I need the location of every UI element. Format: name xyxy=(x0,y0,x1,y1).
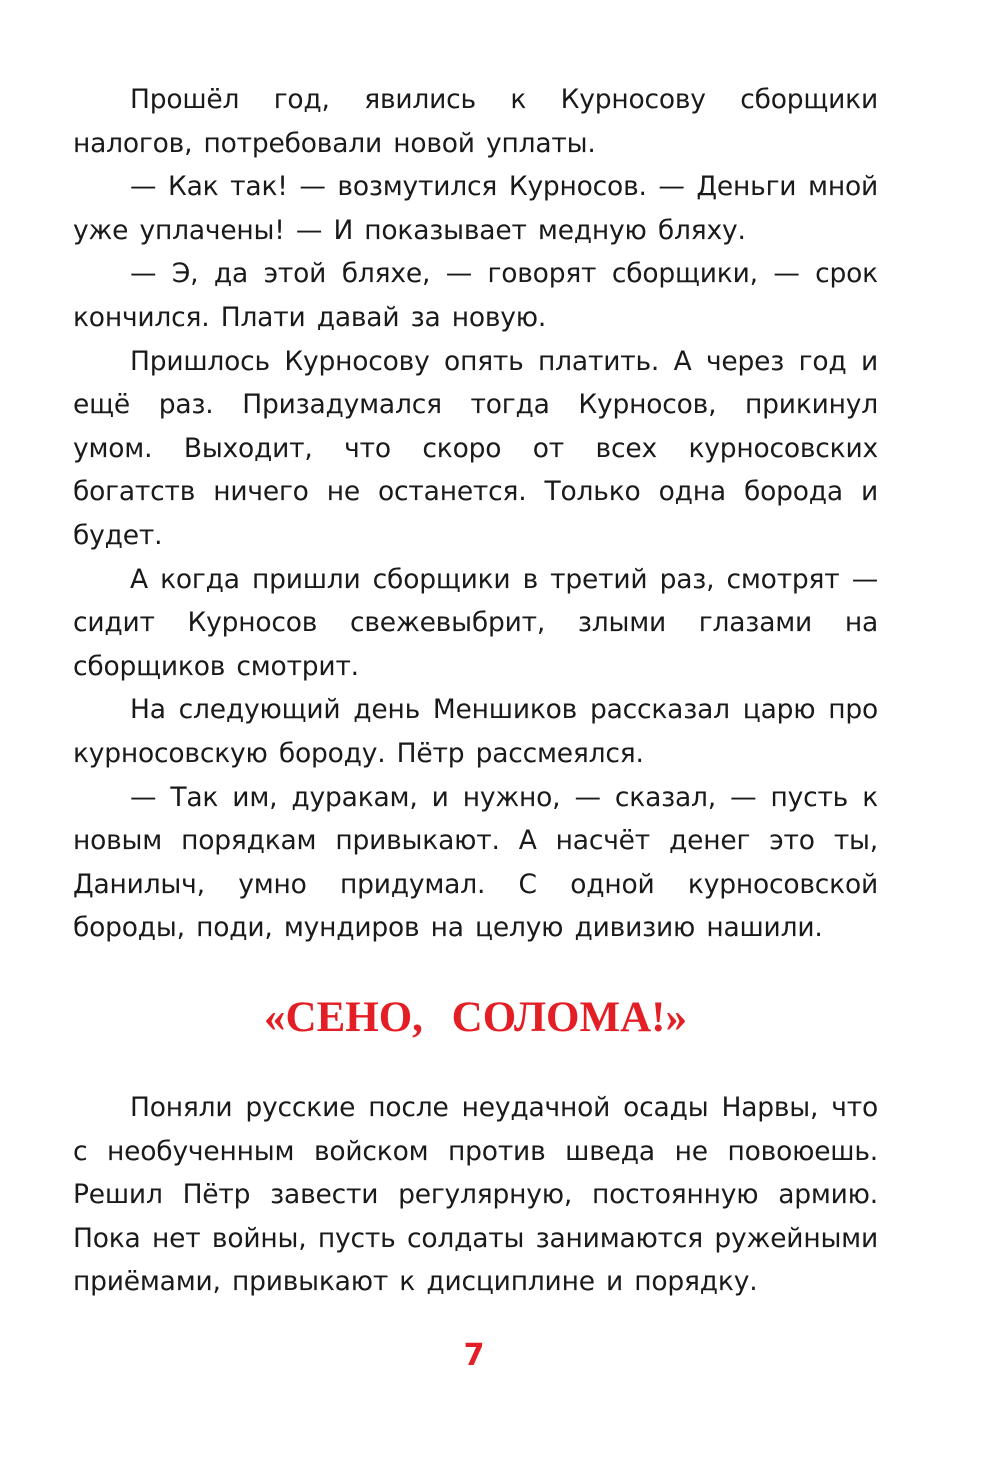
paragraph: Пришлось Курносову опять платить. А через год и ещё раз. Призадумался тогда Курносов, прикинул умом. Выходит, что скоро от всех курносовских богатств ничего не останется. Только одна борода и будет. xyxy=(73,345,878,551)
paragraph: Поняли русские после неудачной осады Нарвы, что с необученным войском против шведа не повоюешь. Решил Пётр завести регулярную, постоянную армию. Пока нет войны, пусть солдаты занимаются ружейными приёмами, привыкают к дисциплине и порядку. xyxy=(73,1092,878,1298)
chapter-text-block xyxy=(73,1086,878,1304)
page-number: 7 xyxy=(463,1338,485,1373)
story-text-block xyxy=(73,78,878,950)
paragraph: Прошёл год, явились к Курносову сборщики налогов, потребовали новой уплаты. xyxy=(73,84,878,159)
paragraph: На следующий день Меншиков рассказал царю про курносовскую бороду. Пётр рассмеялся. xyxy=(73,694,878,769)
paragraph: А когда пришли сборщики в третий раз, смотрят — сидит Курносов свежевыбрит, злыми глазами на сборщиков смотрит. xyxy=(73,563,878,682)
chapter-heading: «СЕНО, СОЛОМА!» xyxy=(264,994,687,1041)
paragraph: — Э, да этой бляхе, — говорят сборщики, — срок кончился. Плати давай за новую. xyxy=(73,258,878,333)
paragraph: — Как так! — возмутился Курносов. — Деньги мной уже уплачены! — И показывает медную бляху. xyxy=(73,171,878,246)
paragraph: — Так им, дуракам, и нужно, — сказал, — пусть к новым порядкам привыкают. А насчёт денег это ты, Данилыч, умно придумал. С одной курносовской бороды, поди, мундиров на целую дивизию нашили. xyxy=(73,781,878,944)
